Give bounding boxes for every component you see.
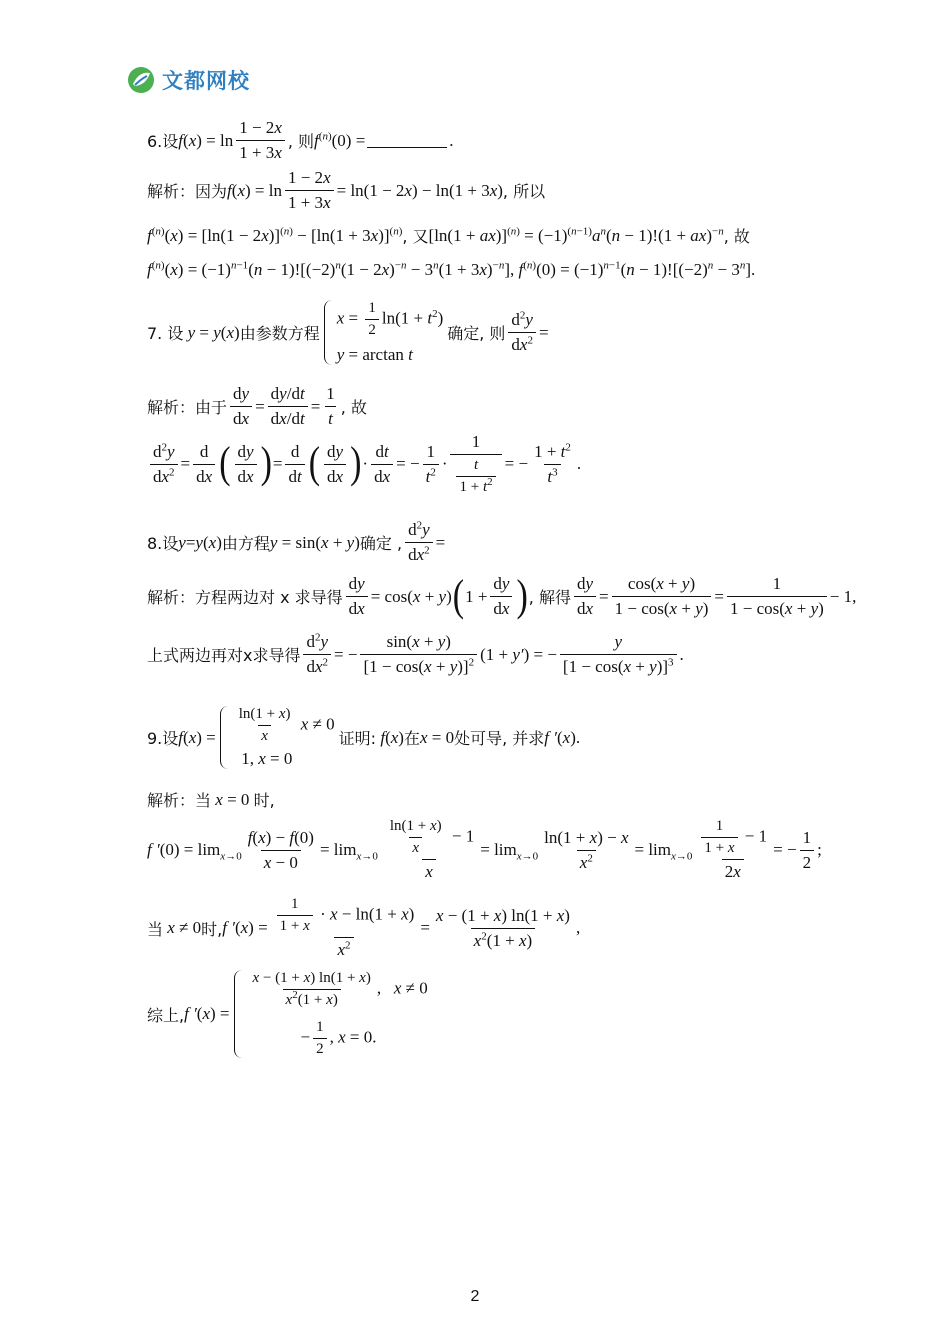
logo-text: 文都网校 bbox=[162, 69, 250, 93]
solution-6-line1: 解析： 因为 f(x) = ln $\frac{1 - 2x}{1 + 3x}$ = ln(1 − 2x) − ln(1 + 3x) , 所以 bbox=[147, 168, 546, 212]
solution-7-line1: 解析： 由于 $\frac{dy}{dx}$ = $\frac{dy/dt}{dx/dt}$ = $\frac{1}{t}$ , 故 bbox=[147, 384, 367, 428]
solution-9-line3: 当 x ≠ 0 时, f ′(x) = $\frac{1}{1 + x}$ · x − ln(1 + x) $x^2$ = $\frac{x - (1 + x) \ln(1 + x)}{x^2(1 + x)}$ , bbox=[147, 896, 581, 959]
question-9: 9.设 f(x) = $\frac{\ln(1 + x)}{x}$ x ≠ 0 1, x = 0 证明: f(x) 在 x = 0 处可导, 并求 f ′(x). bbox=[147, 706, 581, 768]
answer-blank bbox=[367, 133, 447, 148]
question-6: 6.设 f(x) = ln $\frac{1 - 2x}{1 + 3x}$ , 则 $f^{(n)}(0)$ = . bbox=[147, 118, 454, 162]
solution-7-line2: $\frac{d^2y}{dx^2}$ = $\frac{d}{dx}$ ( $\frac{dy}{dx}$ ) = $\frac{d}{dt}$ ( $\frac{dy}{dx}$ ) · $\frac{dt}{dx}$ = − $\frac{1}{t^2}$ · $\frac{1}{\frac{t}{1 + t^2}}$ = − $\frac{1 + t^2}{t^3}$ . bbox=[147, 432, 910, 496]
solution-8-line2: 上式两边再对x求导得 $\frac{d^2y}{dx^2}$ = − $\frac{\sin(x + y)}{[1 - \cos(x + y)]^2}$ (1 + y′) = − $\frac{y}{[1 - \cos(x + y)]^3}$ . bbox=[147, 631, 684, 676]
site-logo bbox=[126, 63, 250, 97]
solution-9-line1: 解析： 当 x = 0 时, bbox=[147, 789, 275, 810]
solution-6-line2: $f^{(n)}(x) = [\ln(1 - 2x)]^{(n)} - [\ln(1 + 3x)]^{(n)}$ , 又 $[\ln(1 + ax)]^{(n)} = (-1)^{(n-1)}a^n(n - 1)!(1 + ax)^{-n}$ , 故 bbox=[147, 224, 750, 246]
solution-9-line2: f $'(0) = \lim_{x\to 0}$ $\frac{f(x) - f(0)}{x - 0}$ = $\lim_{x\to 0}$ $\frac{\ln(1 + x)}{x}$ − 1 x = $\lim_{x\to 0}$ $\frac{\ln(1 + x) - x}{x^2}$ = $\lim_{x\to 0}$ $\frac{1}{1 + x}$ − 1 2x = − $\frac{1}{2}$ ; bbox=[147, 818, 822, 881]
solution-6-line3: $f^{(n)}(x) = (-1)^{n-1}(n - 1)![(-2)^n(1 - 2x)^{-n} - 3^n(1 + 3x)^{-n}]$, $f^{(n)}(0) = (-1)^{n-1}(n - 1)![(-2)^n - 3^n]$. bbox=[147, 259, 756, 279]
solution-8-line1: 解析： 方程两边对 x 求导得 $\frac{dy}{dx}$ = cos(x + y) ( 1 + $\frac{dy}{dx}$ ) , 解得 $\frac{dy}{dx}$ = $\frac{\cos(x + y)}{1 - \cos(x + y)}$ = $\frac{1}{1 - \cos(x + y)}$ − 1, bbox=[147, 571, 857, 620]
leaf-logo-icon bbox=[126, 65, 156, 95]
solution-9-conclusion: 综上, f ′(x) = $\frac{x - (1 + x) \ln(1 + x)}{x^2(1 + x)}$ , x ≠ 0 − $\frac{1}{2}$ , x = 0. bbox=[147, 970, 428, 1057]
question-8: 8.设 y=y(x) 由方程 y = sin(x + y) 确定 , $\frac{d^2y}{dx^2}$ = bbox=[147, 519, 446, 564]
question-7: 7. 设 y = y(x) 由参数方程 x = $\frac{1}{2}$ $\ln(1 + t^2)$ y = arctan t 确定, 则 $\frac{d^2y}{dx^2}$ = bbox=[147, 300, 549, 364]
page-number: 2 bbox=[470, 1288, 480, 1305]
